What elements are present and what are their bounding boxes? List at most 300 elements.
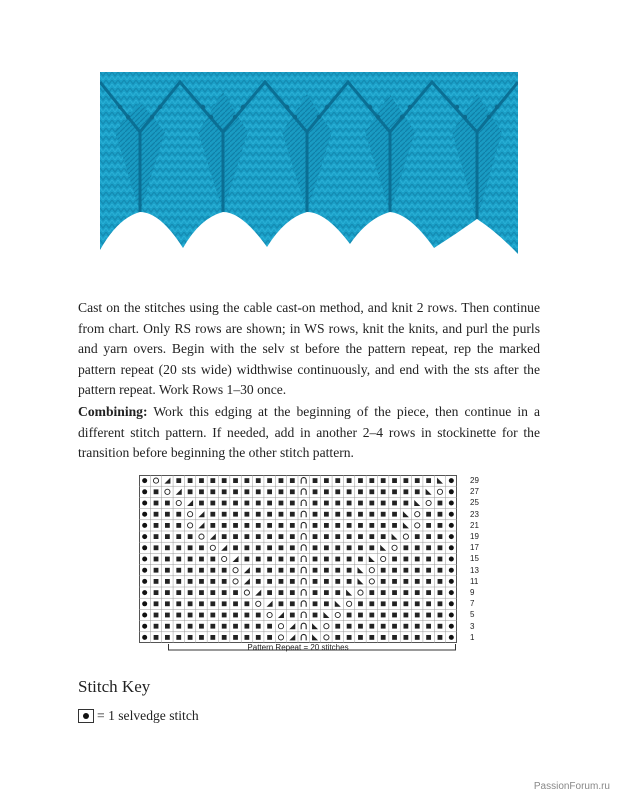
chart-cell-dot [449, 613, 454, 618]
chart-cell-purl [154, 635, 159, 640]
chart-cell-purl [154, 545, 159, 550]
chart-cell-purl [313, 601, 318, 606]
chart-cell-purl [347, 545, 352, 550]
chart-cell-dot [449, 601, 454, 606]
chart-cell-purl [188, 635, 193, 640]
chart-cell-purl [335, 534, 340, 539]
chart-cell-purl [210, 568, 215, 573]
chart-cell-purl [426, 545, 431, 550]
chart-cell-purl [244, 624, 249, 629]
chart-cell-purl [403, 635, 408, 640]
chart-cell-purl [313, 545, 318, 550]
chart-cell-dot [449, 590, 454, 595]
chart-cell-purl [279, 568, 284, 573]
row-number: 9 [470, 588, 475, 597]
chart-cell-purl [415, 557, 420, 562]
chart-cell-dot [142, 579, 147, 584]
chart-cell-dot [449, 568, 454, 573]
chart-cell-purl [210, 624, 215, 629]
chart-cell-purl [335, 557, 340, 562]
chart-cell-purl [199, 601, 204, 606]
chart-cell-purl [176, 545, 181, 550]
chart-cell-purl [335, 624, 340, 629]
chart-cell-purl [210, 557, 215, 562]
chart-cell-purl [199, 501, 204, 506]
chart-cell-purl [347, 489, 352, 494]
chart-cell-purl [165, 545, 170, 550]
chart-cell-purl [222, 512, 227, 517]
chart-cell-purl [244, 534, 249, 539]
row-number: 27 [470, 487, 479, 497]
chart-cell-purl [369, 624, 374, 629]
chart-cell-purl [188, 579, 193, 584]
chart-cell-purl [279, 501, 284, 506]
chart-cell-purl [165, 568, 170, 573]
chart-cell-purl [392, 579, 397, 584]
chart-cell-purl [335, 568, 340, 573]
chart-cell-purl [358, 478, 363, 483]
chart-cell-purl [154, 501, 159, 506]
chart-cell-purl [392, 523, 397, 528]
chart-cell-purl [369, 512, 374, 517]
chart-cell-purl [188, 613, 193, 618]
chart-cell-purl [210, 613, 215, 618]
chart-cell-purl [233, 523, 238, 528]
chart-cell-purl [267, 478, 272, 483]
chart-cell-dot [142, 635, 147, 640]
chart-cell-purl [165, 613, 170, 618]
chart-cell-purl [324, 523, 329, 528]
chart-cell-purl [279, 545, 284, 550]
chart-cell-purl [176, 523, 181, 528]
chart-cell-purl [267, 579, 272, 584]
chart-cell-purl [438, 601, 443, 606]
chart-cell-purl [347, 501, 352, 506]
chart-cell-purl [290, 545, 295, 550]
chart-cell-purl [415, 478, 420, 483]
chart-cell-purl [165, 635, 170, 640]
chart-cell-purl [426, 557, 431, 562]
chart-cell-dot [449, 534, 454, 539]
chart-cell-purl [188, 601, 193, 606]
chart-cell-purl [347, 635, 352, 640]
chart-cell-purl [222, 523, 227, 528]
chart-cell-dot [449, 545, 454, 550]
chart-cell-purl [176, 534, 181, 539]
chart-cell-purl [279, 534, 284, 539]
chart-cell-purl [256, 478, 261, 483]
chart-cell-purl [188, 489, 193, 494]
chart-cell-purl [199, 568, 204, 573]
chart-cell-dot [449, 478, 454, 483]
chart-cell-purl [256, 557, 261, 562]
chart-cell-purl [210, 489, 215, 494]
chart-cell-purl [188, 545, 193, 550]
chart-cell-purl [256, 635, 261, 640]
chart-cell-dot [449, 635, 454, 640]
chart-cell-purl [392, 624, 397, 629]
chart-cell-dot [142, 557, 147, 562]
chart-cell-purl [233, 590, 238, 595]
chart-cell-purl [313, 590, 318, 595]
chart-cell-purl [369, 489, 374, 494]
chart-cell-purl [313, 501, 318, 506]
chart-cell-dot [449, 523, 454, 528]
stitch-key-label: = 1 selvedge stitch [97, 708, 199, 723]
chart-cell-dot [142, 590, 147, 595]
chart-cell-purl [222, 601, 227, 606]
chart-cell-purl [438, 534, 443, 539]
row-number: 3 [470, 621, 475, 631]
chart-cell-purl [335, 579, 340, 584]
row-number: 7 [470, 599, 475, 609]
chart-cell-purl [381, 478, 386, 483]
chart-cell-purl [244, 557, 249, 562]
chart-cell-dot [142, 624, 147, 629]
chart-cell-purl [324, 489, 329, 494]
chart-cell-purl [369, 613, 374, 618]
chart-cell-purl [426, 512, 431, 517]
chart-cell-purl [279, 601, 284, 606]
chart-cell-purl [369, 590, 374, 595]
chart-cell-purl [256, 579, 261, 584]
chart-cell-purl [369, 501, 374, 506]
chart-cell-purl [222, 489, 227, 494]
chart-cell-purl [188, 557, 193, 562]
chart-cell-purl [210, 590, 215, 595]
stitch-key-item [78, 707, 199, 725]
chart-cell-purl [256, 568, 261, 573]
instructions-paragraph: Cast on the stitches using the cable cast-on method, and knit 2 rows. Then continue from chart. Only RS rows are shown; in WS rows, knit the knits, and purl the purls and yarn overs. Begin with the selv st before the pattern repeat, rep the marked pattern repeat (20 sts wide) widthwise continuously, and end with the sts after the pattern repeat. Work Rows 1–30 once. [78, 300, 540, 397]
chart-cell-purl [403, 568, 408, 573]
chart-cell-purl [222, 613, 227, 618]
chart-cell-purl [403, 489, 408, 494]
chart-cell-purl [324, 579, 329, 584]
chart-cell-purl [233, 635, 238, 640]
chart-cell-purl [392, 568, 397, 573]
chart-cell-purl [256, 534, 261, 539]
chart-cell-purl [381, 501, 386, 506]
chart-cell-purl [279, 523, 284, 528]
chart-cell-purl [256, 613, 261, 618]
chart-cell-purl [358, 624, 363, 629]
chart-cell-purl [176, 512, 181, 517]
chart-cell-purl [347, 624, 352, 629]
chart-cell-purl [290, 523, 295, 528]
chart-cell-purl [256, 624, 261, 629]
chart-cell-purl [233, 512, 238, 517]
chart-cell-purl [222, 624, 227, 629]
chart-cell-purl [233, 478, 238, 483]
row-number: 23 [470, 509, 479, 519]
chart-cell-purl [358, 523, 363, 528]
chart-cell-purl [244, 523, 249, 528]
chart-cell-purl [154, 568, 159, 573]
chart-cell-purl [415, 545, 420, 550]
chart-cell-purl [392, 601, 397, 606]
chart-cell-purl [267, 534, 272, 539]
chart-cell-purl [438, 501, 443, 506]
chart-cell-purl [438, 568, 443, 573]
chart-cell-purl [279, 478, 284, 483]
chart-cell-purl [415, 568, 420, 573]
chart-cell-purl [256, 545, 261, 550]
chart-cell-purl [199, 613, 204, 618]
chart-cell-purl [381, 568, 386, 573]
chart-cell-dot [142, 568, 147, 573]
chart-cell-purl [154, 512, 159, 517]
watermark: PassionForum.ru [533, 781, 610, 792]
row-number: 19 [470, 532, 479, 541]
chart-cell-purl [358, 501, 363, 506]
chart-cell-purl [267, 501, 272, 506]
row-number: 29 [470, 476, 479, 485]
chart-cell-purl [392, 478, 397, 483]
chart-cell-purl [244, 635, 249, 640]
chart-cell-purl [154, 601, 159, 606]
chart-cell-purl [426, 635, 431, 640]
chart-cell-purl [154, 557, 159, 562]
chart-cell-purl [290, 613, 295, 618]
chart-cell-purl [165, 534, 170, 539]
chart-cell-purl [324, 568, 329, 573]
chart-cell-purl [347, 478, 352, 483]
chart-cell-purl [222, 534, 227, 539]
chart-cell-purl [369, 545, 374, 550]
chart-cell-purl [244, 512, 249, 517]
chart-cell-purl [324, 534, 329, 539]
chart-cell-purl [244, 501, 249, 506]
chart-cell-purl [335, 590, 340, 595]
chart-cell-purl [415, 635, 420, 640]
chart-cell-purl [165, 512, 170, 517]
knitted-swatch-photo [100, 72, 518, 272]
chart-cell-purl [199, 624, 204, 629]
chart-cell-purl [324, 590, 329, 595]
chart-cell-purl [403, 478, 408, 483]
chart-cell-purl [290, 579, 295, 584]
chart-cell-purl [279, 512, 284, 517]
chart-cell-purl [438, 545, 443, 550]
chart-cell-purl [403, 501, 408, 506]
chart-cell-purl [324, 557, 329, 562]
chart-cell-purl [392, 590, 397, 595]
chart-cell-purl [426, 478, 431, 483]
chart-cell-purl [335, 501, 340, 506]
chart-cell-purl [426, 601, 431, 606]
chart-cell-purl [188, 568, 193, 573]
chart-cell-purl [403, 624, 408, 629]
chart-cell-purl [188, 478, 193, 483]
row-number: 13 [470, 565, 479, 575]
chart-cell-purl [165, 624, 170, 629]
chart-cell-purl [176, 557, 181, 562]
chart-cell-purl [233, 601, 238, 606]
chart-cell-purl [415, 489, 420, 494]
chart-cell-purl [233, 534, 238, 539]
chart-cell-purl [381, 523, 386, 528]
chart-cell-purl [313, 557, 318, 562]
chart-cell-purl [290, 590, 295, 595]
chart-cell-purl [403, 557, 408, 562]
chart-cell-purl [222, 501, 227, 506]
chart-cell-purl [233, 545, 238, 550]
chart-cell-purl [347, 512, 352, 517]
chart-cell-purl [256, 512, 261, 517]
chart-cell-purl [165, 557, 170, 562]
chart-cell-purl [335, 545, 340, 550]
chart-cell-purl [222, 478, 227, 483]
chart-cell-purl [324, 601, 329, 606]
pattern-repeat-label: Pattern Repeat = 20 stitches [247, 643, 349, 652]
chart-cell-purl [199, 635, 204, 640]
chart-cell-purl [233, 501, 238, 506]
chart-cell-purl [381, 635, 386, 640]
chart-cell-purl [165, 601, 170, 606]
chart-cell-purl [347, 523, 352, 528]
chart-cell-purl [290, 501, 295, 506]
chart-cell-purl [244, 478, 249, 483]
chart-cell-purl [165, 579, 170, 584]
chart-cell-purl [415, 613, 420, 618]
chart-cell-purl [403, 590, 408, 595]
chart-cell-dot [142, 613, 147, 618]
chart-cell-purl [335, 512, 340, 517]
chart-cell-purl [267, 568, 272, 573]
row-number: 25 [470, 498, 479, 508]
chart-cell-purl [313, 489, 318, 494]
row-number: 15 [470, 554, 479, 564]
chart-cell-purl [415, 624, 420, 629]
chart-cell-purl [313, 523, 318, 528]
chart-cell-dot [142, 523, 147, 528]
chart-cell-purl [199, 579, 204, 584]
chart-cell-purl [438, 512, 443, 517]
chart-cell-purl [438, 590, 443, 595]
chart-cell-purl [403, 613, 408, 618]
chart-cell-purl [392, 635, 397, 640]
chart-cell-purl [403, 545, 408, 550]
chart-cell-purl [154, 534, 159, 539]
chart-cell-purl [381, 534, 386, 539]
chart-cell-purl [358, 557, 363, 562]
chart-cell-purl [279, 557, 284, 562]
chart-cell-purl [426, 568, 431, 573]
chart-cell-dot [142, 601, 147, 606]
chart-cell-purl [426, 523, 431, 528]
chart-cell-dot [449, 489, 454, 494]
chart-cell-purl [256, 523, 261, 528]
chart-cell-purl [358, 512, 363, 517]
chart-cell-purl [222, 590, 227, 595]
chart-cell-purl [347, 557, 352, 562]
chart-cell-purl [290, 489, 295, 494]
chart-cell-purl [290, 601, 295, 606]
chart-cell-purl [188, 624, 193, 629]
row-number: 5 [470, 610, 475, 620]
combining-label: Combining: [78, 404, 148, 419]
chart-cell-purl [369, 478, 374, 483]
chart-cell-dot [449, 512, 454, 517]
chart-cell-purl [199, 545, 204, 550]
chart-cell-purl [233, 613, 238, 618]
chart-cell-purl [290, 557, 295, 562]
chart-cell-purl [358, 489, 363, 494]
chart-cell-purl [176, 478, 181, 483]
selvedge-stitch-icon [78, 709, 94, 723]
chart-cell-dot [142, 478, 147, 483]
chart-cell-purl [313, 568, 318, 573]
chart-cell-purl [199, 489, 204, 494]
chart-cell-dot [449, 557, 454, 562]
chart-cell-purl [199, 590, 204, 595]
chart-cell-purl [154, 489, 159, 494]
chart-cell-dot [449, 501, 454, 506]
chart-cell-purl [244, 545, 249, 550]
chart-cell-dot [142, 501, 147, 506]
chart-cell-purl [438, 579, 443, 584]
chart-cell-purl [165, 590, 170, 595]
chart-cell-purl [210, 601, 215, 606]
chart-cell-purl [426, 613, 431, 618]
chart-cell-purl [313, 534, 318, 539]
chart-cell-purl [176, 601, 181, 606]
chart-cell-dot [142, 512, 147, 517]
chart-cell-purl [313, 613, 318, 618]
chart-cell-purl [381, 613, 386, 618]
chart-cell-purl [154, 523, 159, 528]
chart-cell-purl [335, 478, 340, 483]
chart-cell-purl [154, 613, 159, 618]
chart-cell-purl [369, 635, 374, 640]
chart-cell-purl [438, 557, 443, 562]
chart-cell-purl [347, 568, 352, 573]
chart-cell-purl [381, 512, 386, 517]
chart-cell-purl [267, 557, 272, 562]
chart-cell-purl [188, 590, 193, 595]
chart-cell-purl [335, 489, 340, 494]
chart-cell-purl [267, 545, 272, 550]
chart-cell-purl [267, 489, 272, 494]
chart-cell-purl [358, 635, 363, 640]
chart-cell-dot [449, 624, 454, 629]
chart-cell-purl [415, 579, 420, 584]
chart-cell-purl [324, 478, 329, 483]
chart-cell-purl [313, 512, 318, 517]
chart-cell-purl [233, 624, 238, 629]
chart-cell-purl [154, 579, 159, 584]
chart-cell-purl [176, 579, 181, 584]
chart-cell-purl [165, 523, 170, 528]
chart-cell-purl [426, 579, 431, 584]
chart-cell-purl [358, 534, 363, 539]
chart-cell-purl [290, 478, 295, 483]
chart-cell-purl [358, 601, 363, 606]
chart-cell-purl [438, 635, 443, 640]
chart-cell-purl [313, 478, 318, 483]
chart-cell-purl [426, 534, 431, 539]
chart-cell-purl [256, 489, 261, 494]
chart-cell-purl [267, 590, 272, 595]
chart-cell-purl [267, 624, 272, 629]
chart-cell-purl [438, 523, 443, 528]
chart-cell-purl [392, 557, 397, 562]
chart-cell-purl [244, 601, 249, 606]
chart-cell-purl [176, 624, 181, 629]
chart-cell-purl [154, 624, 159, 629]
chart-cell-purl [210, 512, 215, 517]
chart-cell-purl [369, 523, 374, 528]
